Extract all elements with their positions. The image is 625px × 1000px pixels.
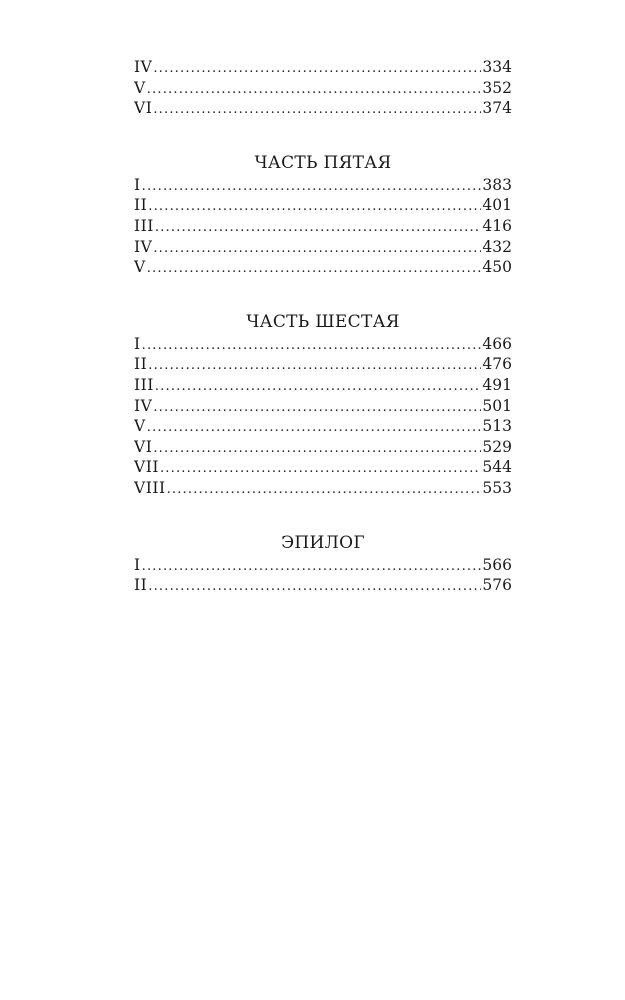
dot-leader (147, 260, 482, 279)
chapter-number: III (134, 375, 154, 394)
toc-entry[interactable] (134, 355, 512, 376)
toc-section (134, 532, 512, 597)
section-title: ЧАСТЬ ПЯТАЯ (254, 152, 392, 173)
page-number: 374 (482, 99, 512, 118)
page-number: 491 (482, 375, 512, 394)
toc-entry[interactable] (134, 176, 512, 197)
dot-leader (153, 399, 481, 418)
chapter-number: IV (134, 396, 153, 415)
page-number: 544 (482, 458, 512, 477)
toc-section (134, 311, 512, 500)
toc-entry[interactable] (134, 99, 512, 120)
dot-leader (155, 378, 482, 397)
dot-leader (160, 460, 481, 479)
chapter-number: V (134, 78, 146, 97)
page-number: 566 (482, 555, 512, 574)
toc-section (134, 58, 512, 120)
chapter-number: VIII (134, 478, 166, 497)
toc-entry[interactable] (134, 79, 512, 100)
chapter-number: II (134, 576, 148, 595)
dot-leader (148, 357, 481, 376)
dot-leader (153, 440, 481, 459)
toc-entry[interactable] (134, 417, 512, 438)
section-title: ЭПИЛОГ (281, 532, 365, 553)
chapter-number: I (134, 175, 141, 194)
dot-leader (153, 60, 481, 79)
chapter-number: I (134, 334, 141, 353)
dot-leader (147, 419, 482, 438)
page-number: 352 (482, 78, 512, 97)
toc-entry[interactable] (134, 438, 512, 459)
dot-leader (142, 558, 482, 577)
table-of-contents (134, 58, 512, 629)
page-number: 450 (482, 258, 512, 277)
dot-leader (142, 337, 482, 356)
chapter-number: V (134, 258, 146, 277)
dot-leader (147, 81, 482, 100)
toc-entry[interactable] (134, 458, 512, 479)
toc-entry[interactable] (134, 217, 512, 238)
toc-entry[interactable] (134, 258, 512, 279)
chapter-number: VI (134, 99, 153, 118)
toc-entry[interactable] (134, 576, 512, 597)
page-number: 466 (482, 334, 512, 353)
toc-entry[interactable] (134, 397, 512, 418)
toc-entry[interactable] (134, 376, 512, 397)
chapter-number: VII (134, 458, 159, 477)
toc-entry[interactable] (134, 196, 512, 217)
dot-leader (142, 178, 482, 197)
page-number: 553 (482, 478, 512, 497)
dot-leader (153, 101, 481, 120)
chapter-number: IV (134, 237, 153, 256)
toc-entry[interactable] (134, 238, 512, 259)
toc-entry[interactable] (134, 335, 512, 356)
chapter-number: V (134, 417, 146, 436)
toc-entry[interactable] (134, 479, 512, 500)
chapter-number: II (134, 196, 148, 215)
dot-leader (155, 219, 482, 238)
chapter-number: VI (134, 437, 153, 456)
page-number: 401 (482, 196, 512, 215)
toc-entry[interactable] (134, 58, 512, 79)
chapter-number: I (134, 555, 141, 574)
page-number: 432 (482, 237, 512, 256)
chapter-number: II (134, 355, 148, 374)
page-number: 476 (482, 355, 512, 374)
dot-leader (148, 198, 481, 217)
toc-entry[interactable] (134, 556, 512, 577)
chapter-number: III (134, 216, 154, 235)
page-number: 576 (482, 576, 512, 595)
dot-leader (153, 240, 481, 259)
page-number: 334 (482, 58, 512, 76)
page-number: 513 (482, 417, 512, 436)
dot-leader (167, 481, 482, 500)
page-number: 383 (482, 175, 512, 194)
page-number: 529 (482, 437, 512, 456)
page-number: 501 (482, 396, 512, 415)
dot-leader (148, 578, 481, 597)
chapter-number: IV (134, 58, 153, 76)
page-number: 416 (482, 216, 512, 235)
section-title: ЧАСТЬ ШЕСТАЯ (246, 311, 400, 332)
toc-section (134, 152, 512, 279)
